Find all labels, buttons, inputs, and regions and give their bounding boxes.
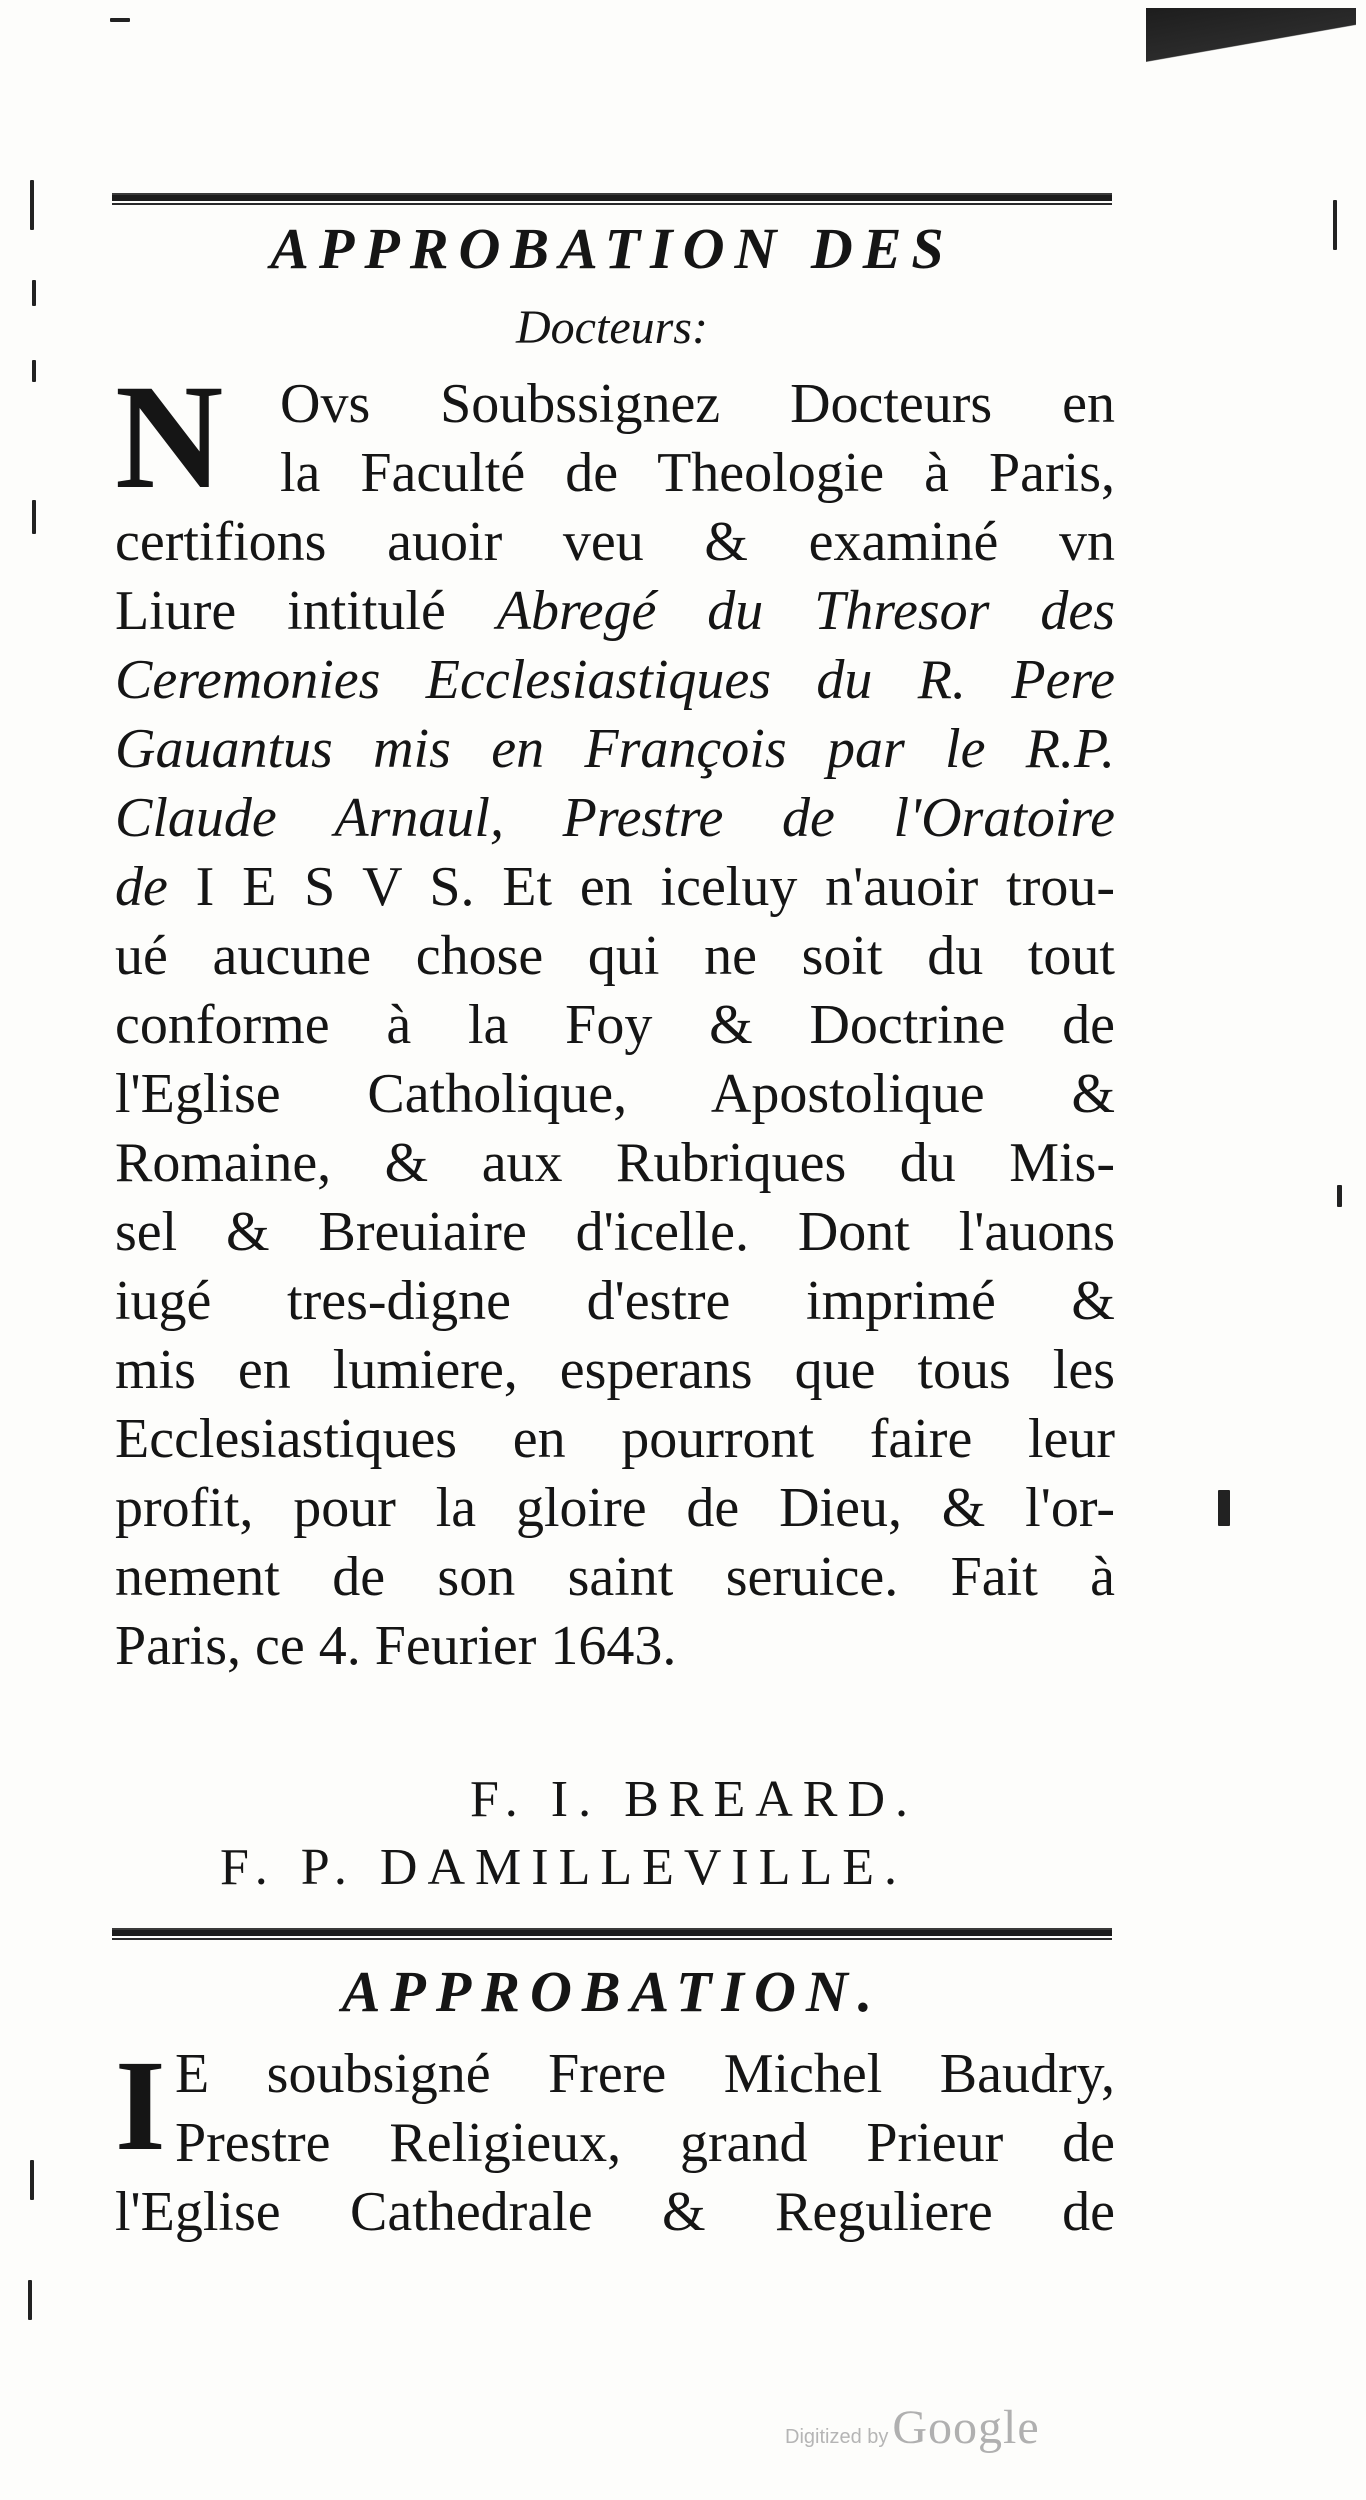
text-line: la Faculté de Theologie à Paris,	[280, 442, 1115, 504]
text-line: profit, pour la gloire de Dieu, & l'or-	[115, 1477, 1115, 1539]
digitizer-watermark	[785, 2400, 1040, 2455]
drop-capital: N	[115, 354, 224, 520]
text-fragment: de	[115, 856, 168, 918]
text-line: sel & Breuiaire d'icelle. Dont l'auons	[115, 1201, 1115, 1263]
text-line	[115, 784, 1115, 853]
scan-speck	[32, 500, 36, 534]
section-heading: APPROBATION DES	[270, 216, 954, 281]
text-line: Romaine, & aux Rubriques du Mis-	[115, 1132, 1115, 1194]
text-line: Ecclesiastiques en pourront faire leur	[115, 1408, 1115, 1470]
scan-speck	[28, 2280, 32, 2320]
scan-speck	[32, 280, 36, 306]
signature-damilleville: F. P. DAMILLEVILLE.	[220, 1839, 908, 1896]
signature-breard: F. I. BREARD.	[470, 1771, 918, 1828]
book-title: Abregé du Thresor des	[496, 580, 1116, 642]
scan-speck	[30, 180, 34, 230]
top-divider-rule	[112, 193, 1112, 201]
text-line: mis en lumiere, esperans que tous les	[115, 1339, 1115, 1401]
text-line: Prestre Religieux, grand Prieur de	[175, 2112, 1115, 2174]
text-fragment: Liure intitulé	[115, 580, 446, 642]
text-line: l'Eglise Cathedrale & Reguliere de	[115, 2181, 1115, 2243]
scan-speck	[1218, 1490, 1230, 1526]
text-line: l'Eglise Catholique, Apostolique &	[115, 1063, 1115, 1125]
scan-speck	[1337, 1185, 1342, 1207]
approval-text	[115, 354, 1116, 1681]
text-line: iugé tres-digne d'estre imprimé &	[115, 1270, 1115, 1332]
section-heading: APPROBATION.	[341, 1959, 883, 2024]
scan-speck	[30, 2160, 34, 2200]
approval-text-second	[115, 2034, 1115, 2247]
text-fragment: I E S V S. Et en iceluy n'auoir trou-	[195, 856, 1115, 918]
scan-speck	[110, 18, 130, 22]
text-line: nement de son saint seruice. Fait à	[115, 1546, 1115, 1608]
digitizer-brand: Google	[892, 2401, 1040, 2454]
scan-shadow	[1146, 8, 1356, 68]
text-fragment: , Prestre de l'Oratoire	[489, 787, 1115, 849]
text-line	[115, 853, 1115, 922]
digitized-by-label: Digitized by	[785, 2426, 889, 2448]
scan-speck	[32, 360, 36, 382]
text-line: Paris, ce 4. Feurier 1643.	[115, 1615, 677, 1677]
drop-capital: I	[115, 2034, 166, 2178]
scan-speck	[1333, 200, 1337, 250]
author-name: Claude Arnaul	[115, 787, 490, 849]
text-line	[115, 577, 1115, 646]
text-line: ué aucune chose qui ne soit du tout	[115, 925, 1115, 987]
text-line: conforme à la Foy & Doctrine de	[115, 994, 1115, 1056]
text-line: Gauantus mis en François par le R.P.	[115, 718, 1115, 780]
text-line: Ovs Soubssignez Docteurs en	[280, 373, 1115, 435]
text-line: E soubsigné Frere Michel Baudry,	[175, 2043, 1115, 2105]
text-line: Ceremonies Ecclesiastiques du R. Pere	[115, 649, 1115, 711]
middle-divider-rule	[112, 1928, 1112, 1936]
text-line: certifions auoir veu & examiné vn	[115, 511, 1115, 573]
section-subheading: Docteurs:	[516, 301, 708, 354]
